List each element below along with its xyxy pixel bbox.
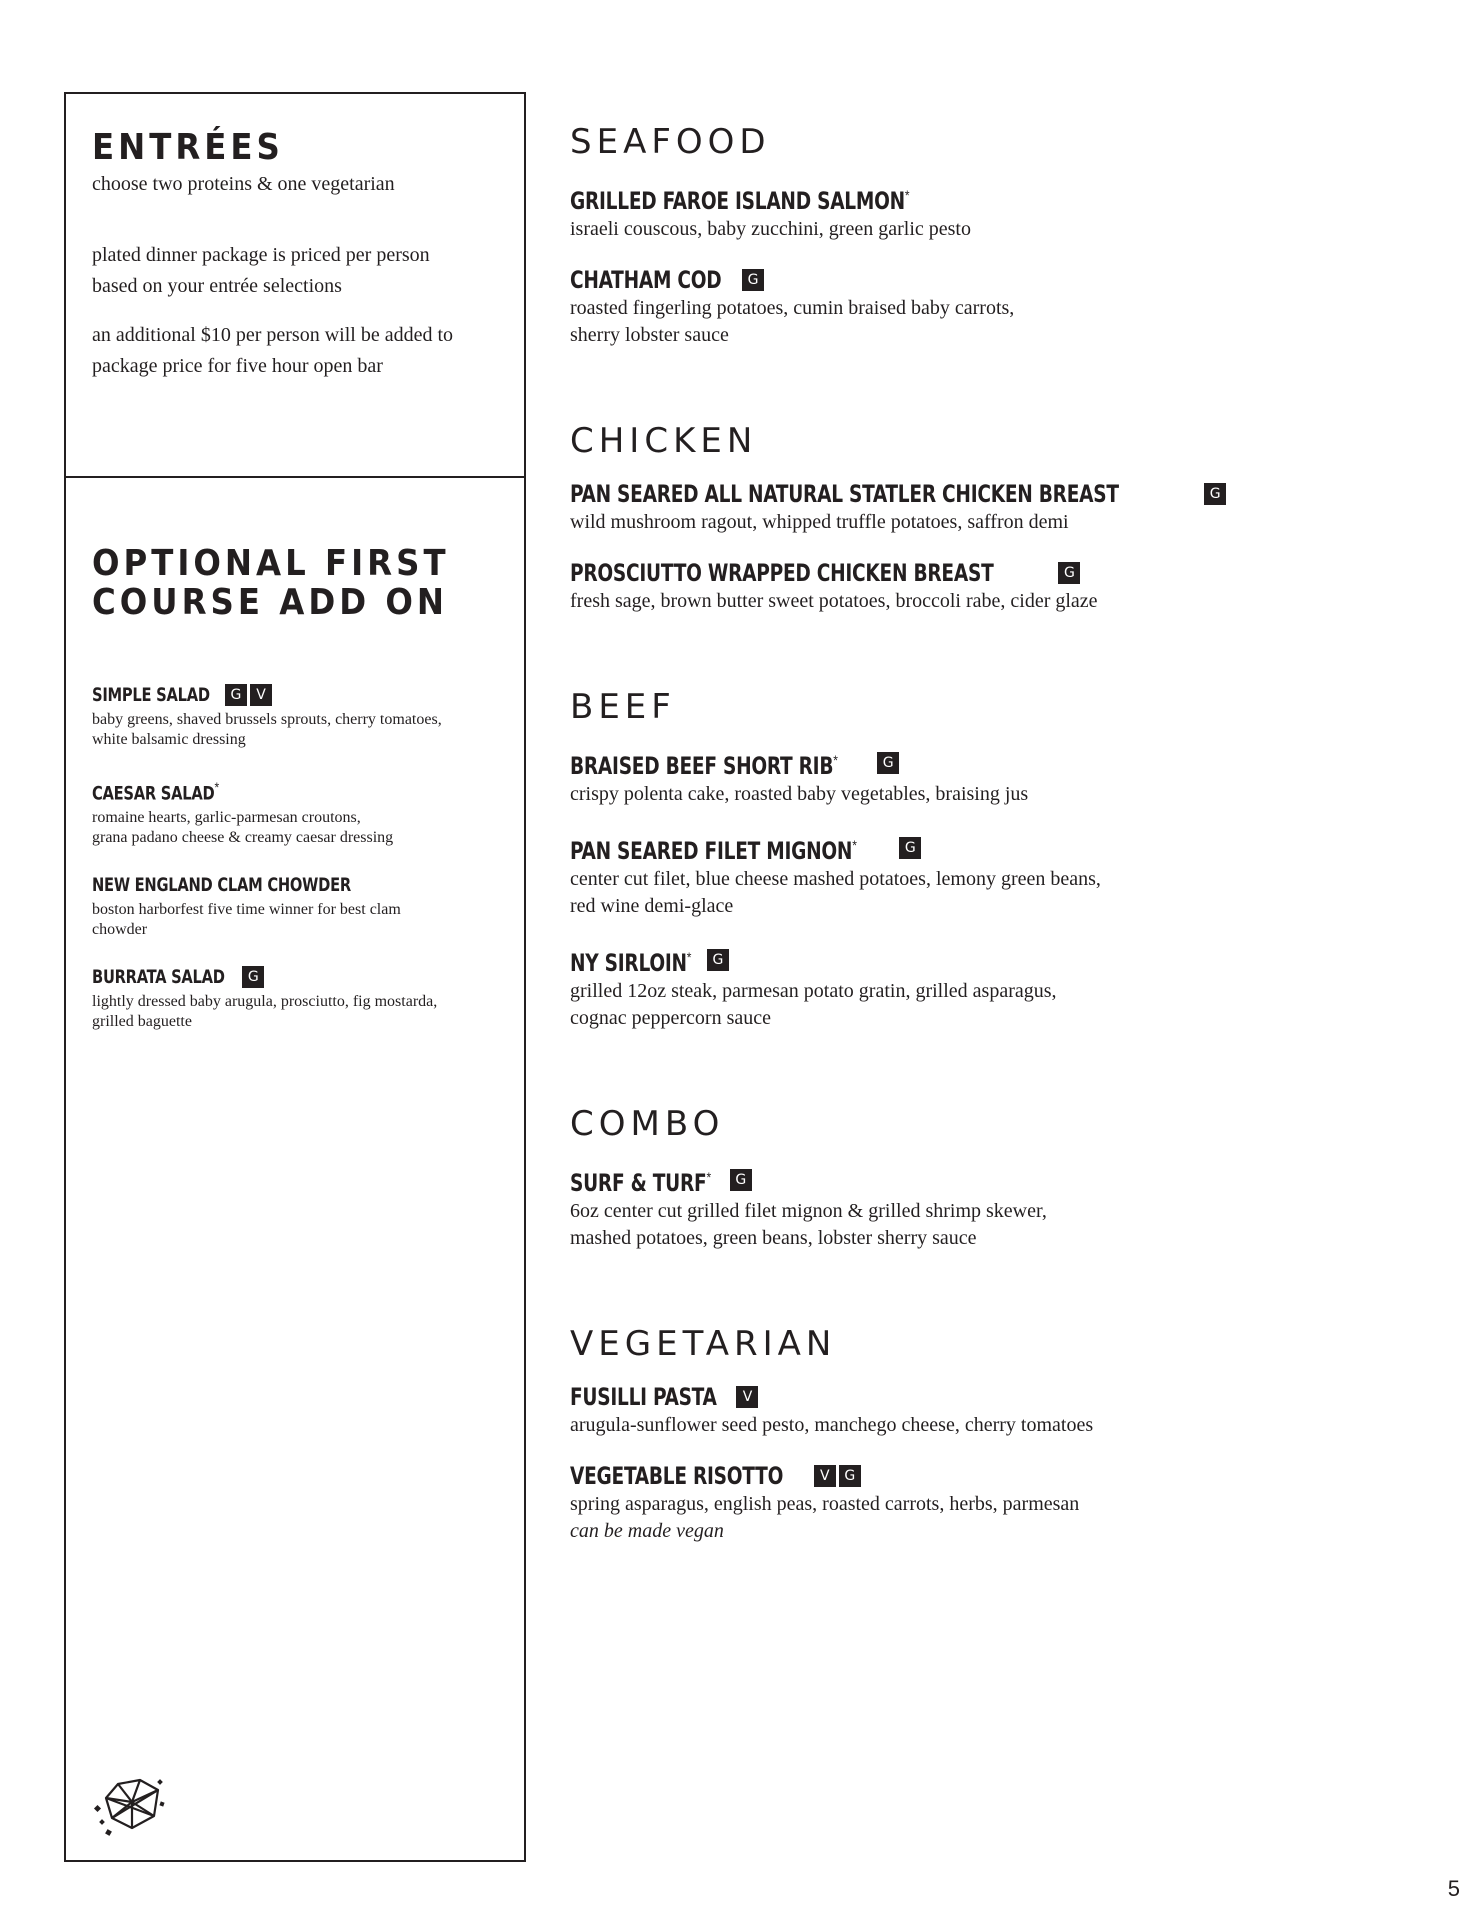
description-line: chowder bbox=[92, 921, 148, 939]
first-course-list bbox=[92, 680, 502, 1032]
entree-sections bbox=[570, 122, 1221, 1617]
description-line: 6oz center cut grilled filet mignon & grilled shrimp skewer, bbox=[570, 1200, 1047, 1222]
entrees-intro-box bbox=[66, 94, 524, 478]
menu-item-description bbox=[570, 781, 1190, 808]
menu-item-description bbox=[570, 1198, 1190, 1252]
menu-item-description bbox=[570, 295, 1190, 349]
menu-item-title: FUSILLI PASTA bbox=[570, 1383, 717, 1411]
raw-consumption-marker: * bbox=[904, 187, 910, 203]
description-line: arugula-sunflower seed pesto, manchego cheese, cherry tomatoes bbox=[570, 1414, 1094, 1436]
menu-item-description bbox=[570, 509, 1190, 536]
menu-item-description bbox=[570, 866, 1190, 920]
menu-item-description bbox=[570, 1412, 1190, 1439]
dietary-badges bbox=[1058, 562, 1080, 584]
menu-item-description bbox=[570, 1491, 1190, 1518]
menu-item-header bbox=[570, 265, 1190, 295]
menu-item-title: GRILLED FAROE ISLAND SALMON bbox=[570, 187, 905, 215]
menu-item bbox=[570, 479, 1221, 536]
description-line: israeli couscous, baby zucchini, green garlic pesto bbox=[570, 218, 971, 240]
menu-item-title: VEGETABLE RISOTTO bbox=[570, 1462, 784, 1490]
first-course-heading: OPTIONAL FIRST COURSE ADD ON bbox=[92, 543, 450, 623]
menu-item-name bbox=[92, 870, 351, 900]
menu-item-title: CAESAR SALAD bbox=[92, 782, 215, 805]
menu-item-description bbox=[92, 900, 502, 940]
raw-consumption-marker: * bbox=[686, 949, 692, 965]
menu-item-name bbox=[570, 479, 1119, 509]
description-line: center cut filet, blue cheese mashed potatoes, lemony green beans, bbox=[570, 868, 1101, 890]
menu-item-title: BRAISED BEEF SHORT RIB bbox=[570, 752, 834, 780]
open-bar-note-line: an additional $10 per person will be added to bbox=[92, 324, 454, 346]
gluten-free-badge: G bbox=[742, 269, 764, 291]
menu-item bbox=[570, 1382, 1190, 1439]
description-line: spring asparagus, english peas, roasted carrots, herbs, parmesan bbox=[570, 1493, 1080, 1515]
description-line: grilled 12oz steak, parmesan potato gratin, grilled asparagus, bbox=[570, 980, 1057, 1002]
menu-item-description bbox=[570, 978, 1190, 1032]
pricing-note-line: plated dinner package is priced per person bbox=[92, 244, 430, 266]
raw-consumption-marker: * bbox=[214, 779, 219, 795]
dietary-badges bbox=[814, 1465, 861, 1487]
gluten-free-badge: G bbox=[877, 752, 899, 774]
menu-item-name bbox=[570, 558, 993, 588]
description-line: lightly dressed baby arugula, prosciutto, fig mostarda, bbox=[92, 993, 438, 1011]
menu-item-title: PROSCIUTTO WRAPPED CHICKEN BREAST bbox=[570, 559, 994, 587]
dietary-badges bbox=[225, 684, 272, 706]
description-line: grana padano cheese & creamy caesar dressing bbox=[92, 829, 394, 847]
open-bar-note bbox=[92, 320, 500, 382]
first-course-panel bbox=[92, 544, 502, 1054]
gluten-free-badge: G bbox=[839, 1465, 861, 1487]
menu-section-combo bbox=[570, 1104, 1190, 1252]
menu-item bbox=[92, 962, 502, 1032]
section-title: CHICKEN bbox=[570, 421, 758, 461]
dietary-badges bbox=[736, 1386, 758, 1408]
menu-section-chicken bbox=[570, 421, 1221, 615]
menu-item-title: PAN SEARED FILET MIGNON bbox=[570, 837, 853, 865]
menu-item-name bbox=[570, 180, 909, 216]
description-line: romaine hearts, garlic-parmesan croutons, bbox=[92, 809, 361, 827]
dietary-badges bbox=[742, 269, 764, 291]
menu-item-header bbox=[570, 745, 1190, 781]
pricing-note-line: based on your entrée selections bbox=[92, 275, 342, 297]
menu-item-title: PAN SEARED ALL NATURAL STATLER CHICKEN BREAST bbox=[570, 480, 1119, 508]
entrees-info-panel bbox=[64, 92, 526, 1862]
description-line: white balsamic dressing bbox=[92, 731, 246, 748]
vegetarian-badge: V bbox=[736, 1386, 758, 1408]
menu-item bbox=[92, 870, 502, 940]
gluten-free-badge: G bbox=[1204, 483, 1226, 505]
menu-item bbox=[570, 830, 1190, 920]
menu-item-description bbox=[570, 588, 1190, 615]
menu-item-description bbox=[92, 808, 502, 848]
menu-item-name bbox=[570, 942, 691, 978]
description-line: cognac peppercorn sauce bbox=[570, 1007, 771, 1029]
section-title: COMBO bbox=[570, 1104, 725, 1144]
menu-item-title: CHATHAM COD bbox=[570, 266, 722, 294]
vegetarian-badge: V bbox=[250, 684, 272, 706]
dietary-badges bbox=[242, 966, 264, 988]
description-line: crispy polenta cake, roasted baby vegetables, braising jus bbox=[570, 783, 1029, 805]
menu-item-header bbox=[92, 772, 502, 808]
section-title: BEEF bbox=[570, 687, 676, 727]
menu-item-note: can be made vegan bbox=[570, 1520, 724, 1542]
pricing-note bbox=[92, 240, 500, 302]
menu-item-name bbox=[570, 1382, 717, 1412]
menu-item bbox=[570, 180, 1190, 243]
description-line: roasted fingerling potatoes, cumin braised baby carrots, bbox=[570, 297, 1015, 319]
dietary-badges bbox=[707, 949, 729, 971]
gluten-free-badge: G bbox=[730, 1169, 752, 1191]
menu-item-name bbox=[92, 680, 210, 710]
page-number: 5 bbox=[1447, 1876, 1460, 1901]
geometric-cube-logo-icon bbox=[92, 1776, 166, 1836]
description-line: baby greens, shaved brussels sprouts, cherry tomatoes, bbox=[92, 711, 442, 728]
menu-item bbox=[570, 558, 1190, 615]
description-line: wild mushroom ragout, whipped truffle potatoes, saffron demi bbox=[570, 511, 1069, 533]
gluten-free-badge: G bbox=[242, 966, 264, 988]
menu-item-title: SURF & TURF bbox=[570, 1169, 707, 1197]
dietary-badges bbox=[1204, 483, 1226, 505]
menu-item bbox=[570, 942, 1190, 1032]
menu-section-seafood bbox=[570, 122, 1190, 349]
description-line: fresh sage, brown butter sweet potatoes, broccoli rabe, cider glaze bbox=[570, 590, 1098, 612]
entrees-heading: ENTRÉES bbox=[92, 127, 284, 168]
description-line: red wine demi-glace bbox=[570, 895, 734, 917]
menu-item-header bbox=[570, 942, 1190, 978]
menu-item bbox=[92, 680, 502, 750]
raw-consumption-marker: * bbox=[706, 1169, 711, 1185]
menu-item-description bbox=[92, 992, 502, 1032]
menu-item-header bbox=[92, 680, 502, 710]
menu-item-name bbox=[92, 772, 219, 808]
menu-item-title: NY SIRLOIN bbox=[570, 949, 687, 977]
raw-consumption-marker: * bbox=[833, 752, 838, 768]
menu-item-title: BURRATA SALAD bbox=[92, 966, 225, 989]
menu-item-header bbox=[92, 962, 502, 992]
menu-item-header bbox=[570, 1461, 1190, 1491]
menu-item-title: NEW ENGLAND CLAM CHOWDER bbox=[92, 874, 351, 897]
description-line: grilled baguette bbox=[92, 1013, 192, 1031]
menu-item-header bbox=[570, 830, 1190, 866]
description-line: boston harborfest five time winner for best clam bbox=[92, 901, 401, 919]
menu-section-beef bbox=[570, 687, 1190, 1032]
menu-item-name bbox=[570, 265, 721, 295]
menu-item-header bbox=[570, 479, 1221, 509]
menu-item bbox=[570, 265, 1190, 349]
menu-item-header bbox=[92, 870, 502, 900]
menu-item bbox=[92, 772, 502, 848]
menu-item-header bbox=[570, 1162, 1190, 1198]
open-bar-note-line: package price for five hour open bar bbox=[92, 355, 383, 377]
menu-item bbox=[570, 1461, 1190, 1545]
gluten-free-badge: G bbox=[225, 684, 247, 706]
description-line: mashed potatoes, green beans, lobster sherry sauce bbox=[570, 1227, 977, 1249]
menu-item bbox=[570, 745, 1190, 808]
gluten-free-badge: G bbox=[707, 949, 729, 971]
gluten-free-badge: G bbox=[1058, 562, 1080, 584]
dietary-badges bbox=[730, 1169, 752, 1191]
menu-item-header bbox=[570, 180, 1190, 216]
menu-item-description bbox=[92, 710, 502, 750]
menu-item-header bbox=[570, 558, 1190, 588]
gluten-free-badge: G bbox=[899, 837, 921, 859]
menu-section-vegetarian bbox=[570, 1324, 1190, 1545]
section-title: SEAFOOD bbox=[570, 122, 771, 162]
menu-item-name bbox=[570, 1461, 783, 1491]
dietary-badges bbox=[899, 837, 921, 859]
menu-item-name bbox=[92, 962, 225, 992]
menu-item bbox=[570, 1162, 1190, 1252]
description-line: sherry lobster sauce bbox=[570, 324, 729, 346]
menu-item-description bbox=[570, 216, 1190, 243]
menu-item-name bbox=[570, 745, 838, 781]
menu-item-title: SIMPLE SALAD bbox=[92, 684, 210, 706]
raw-consumption-marker: * bbox=[852, 837, 857, 853]
section-title: VEGETARIAN bbox=[570, 1324, 837, 1364]
dietary-badges bbox=[877, 752, 899, 774]
menu-item-name bbox=[570, 830, 857, 866]
vegetarian-badge: V bbox=[814, 1465, 836, 1487]
menu-item-name bbox=[570, 1162, 711, 1198]
menu-item-header bbox=[570, 1382, 1190, 1412]
entrees-subtitle: choose two proteins & one vegetarian bbox=[92, 173, 395, 195]
